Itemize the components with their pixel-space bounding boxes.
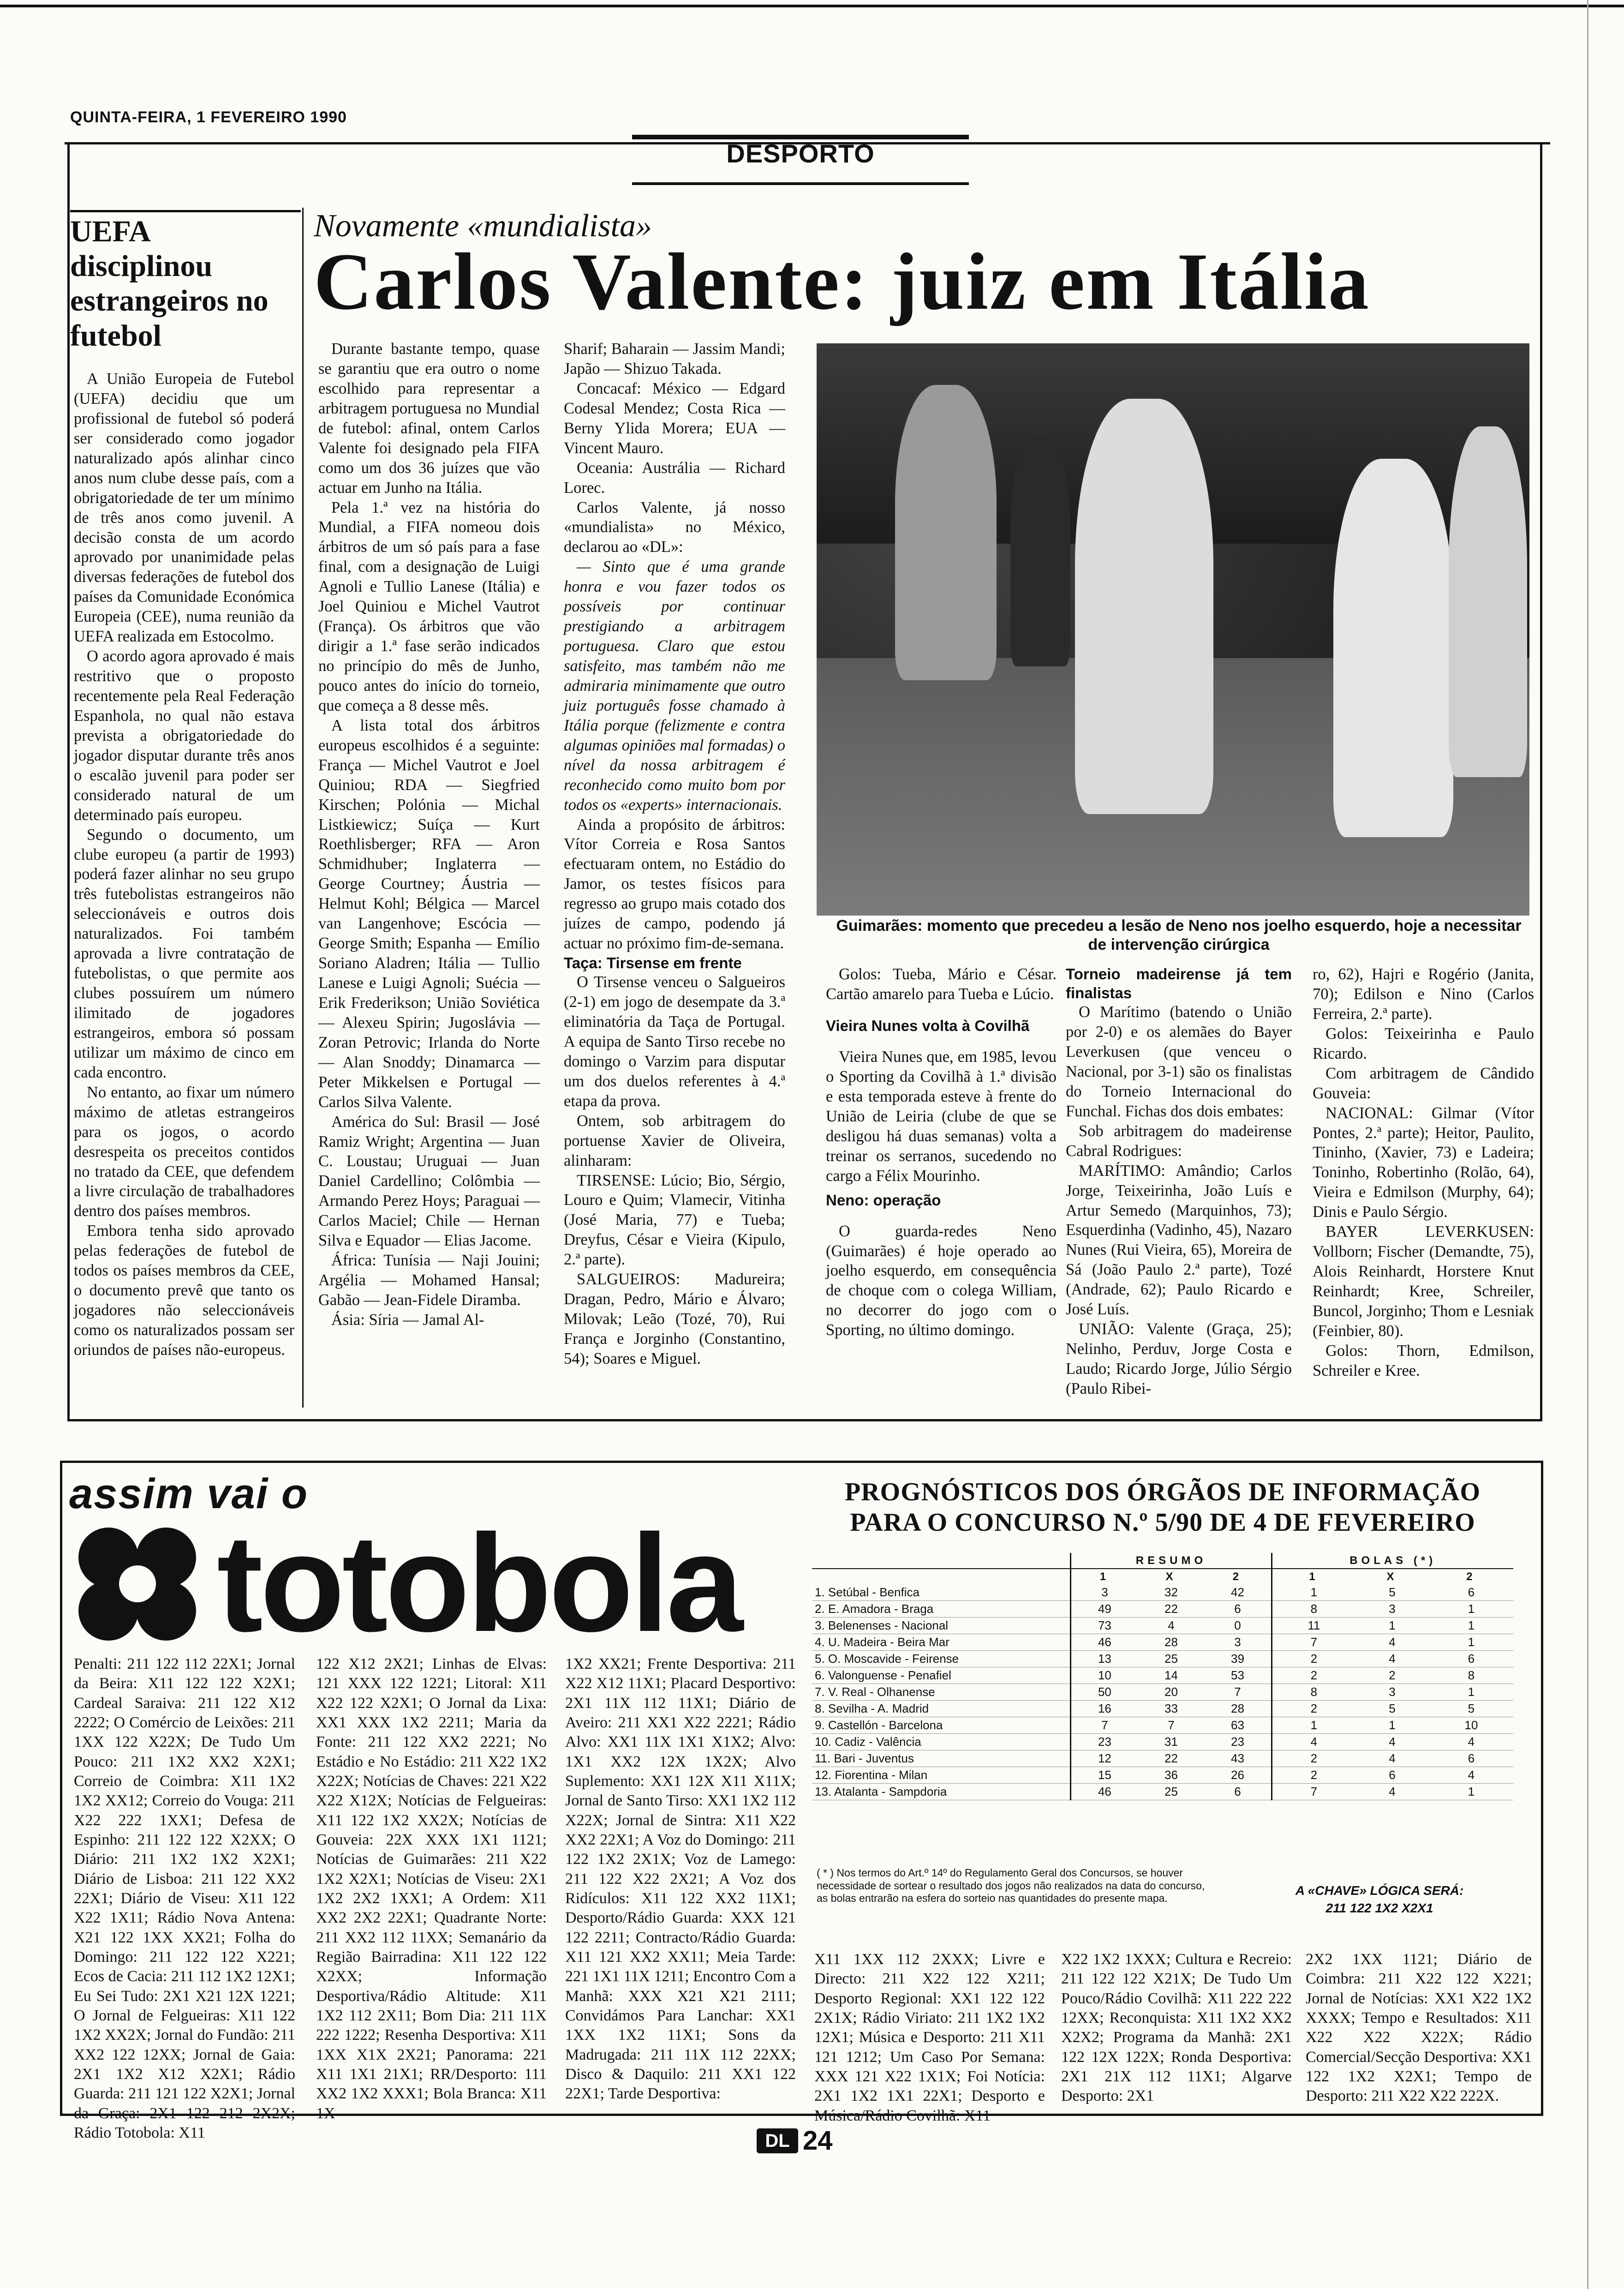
bolas-1-cell: 2 [1272,1701,1355,1717]
bolas-2-cell: 1 [1429,1784,1513,1800]
prognostics-column: X22 1X2 1XXX; Cultura e Recreio: 211 122 122 X21X; De Tudo Um Pouco/Rádio Covilhã: X11 222 222 12XX; Reconquista: X11 1X2 XX2 X2X2; Programa da Manhã: 2X1 122 12X 122X; Ronda Desportiva: 2X1 21X 112 11X1; Algarve Desporto: 2X1 [1061,1951,1292,2105]
resumo-x-cell: 32 [1138,1584,1204,1601]
main-column-2 [564,339,785,1369]
bolas-2-cell: 8 [1429,1667,1513,1684]
bolas-x-cell: 1 [1355,1618,1429,1634]
table-row [812,1784,1513,1800]
subhead-neno: Neno: operação [826,1191,941,1209]
prognostics-column: 2X2 1XX 1121; Diário de Coimbra: 211 X22 122 X221; Jornal de Notícias: XX1 X22 1X2 XXXX; Tempo e Resultados: X11 X22 X22 X22X; Rádio Comercial/Secção Desportiva: XX1 122 1X2 X2X1; Tempo de Desporto: 211 X22 X22 222X. [1306,1951,1532,2105]
team-cell: 2. E. Amadora - Braga [812,1601,1070,1618]
resumo-1-cell: 16 [1070,1701,1138,1717]
table-row [812,1684,1513,1701]
team-cell: 5. O. Moscavide - Feirense [812,1651,1070,1667]
resumo-x-cell: 25 [1138,1784,1204,1800]
main-paragraph: Oceania: Austrália — Richard Lorec. [564,459,785,497]
table-row [812,1717,1513,1734]
table-row [812,1701,1513,1717]
main-paragraph: Concacaf: México — Edgard Codesal Mendez; Costa Rica — Berny Ylida Morera; EUA — Vincent Mauro. [564,379,785,457]
main-paragraph: Vieira Nunes que, em 1985, levou o Sporting da Covilhã à 1.ª divisão e esta temporada esteve à frente do União de Leiria (clube de que se desligou há duas semanas) volta a treinar os serranos, sucedendo no cargo a Félix Mourinho. [826,1048,1057,1185]
quote-paragraph: — Sinto que é uma grande honra e vou fazer todos os possíveis por continuar prestigiando a arbitragem portuguesa. Claro que estou satisfeito, mas também não me admiraria minimamente que outro juiz português fosse chamado à Itália porque (felizmente e contra algumas opiniões mal formadas) o nível da nossa arbitragem é reconhecido como muito bom por todos os «experts» internacionais. [564,558,785,814]
bolas-2-cell: 1 [1429,1601,1513,1618]
side-column-rule [302,208,304,1408]
top-rule [0,5,1624,7]
left-frame [67,142,70,1420]
side-head-rule [70,210,301,212]
bolas-x-cell: 3 [1355,1684,1429,1701]
resumo-1-cell: 7 [1070,1717,1138,1734]
table-corner [812,1569,1070,1584]
bolas-1-cell: 1 [1272,1584,1355,1601]
bolas-1-cell: 8 [1272,1684,1355,1701]
prognostics-column: 122 X12 2X21; Linhas de Elvas: 121 XXX 122 1221; Litoral: X11 X22 122 X2X1; O Jornal da Lixa: XX1 XXX 1X2 2211; Maria da Fonte: 211 122 XX2 2221; No Estádio e No Estádio: 211 X22 1X2 X22X; Notícias de Chaves: 221 X22 X22 X12X; Notícias de Felgueiras: X11 122 1X2 XX2X; Notícias de Gouveia: 22X XXX 1X1 1121; Notícias de Guimarães: 211 X22 1X2 X2X1; Notícias de Viseu: 2X1 1X2 2X2 1XX1; A Ordem: X11 XX2 2X2 22X1; Quadrante Norte: 211 XX2 112 11XX; Semanário da Região Bairradina: X11 122 122 X2XX; Informação Desportiva/Rádio Altitude: X11 1X2 112 2X11; Bom Dia: 211 11X 222 1222; Resenha Desportiva: X11 1XX X1X 2X21; Panorama: 221 X11 1X1 21X1; RR/Desporto: 111 XX2 1X2 XXX1; Bola Branca: X11 1X [316,1655,547,2122]
bolas-1-cell: 1 [1272,1717,1355,1734]
match-photo [817,343,1529,916]
resumo-1-cell: 15 [1070,1767,1138,1784]
resumo-1-cell: 13 [1070,1651,1138,1667]
col-x: X [1165,1570,1177,1583]
dl-logo: DL [757,2128,798,2153]
prognosticos-title-line: PARA O CONCURSO N.º 5/90 DE 4 DE FEVEREIRO [850,1508,1475,1537]
results-body [812,1584,1513,1800]
team-cell: 13. Atalanta - Sampdoria [812,1784,1070,1800]
bolas-2-cell: 6 [1429,1584,1513,1601]
table-row [812,1767,1513,1784]
bolas-header: BOLAS (*) [1272,1553,1513,1569]
main-paragraph: Durante bastante tempo, quase se garantiu que era outro o nome escolhido para representar a arbitragem portuguesa no Mundial de futebol: afinal, ontem Carlos Valente foi designado pela FIFA como um dos 36 juízes que vão actuar em Junho na Itália. [318,340,540,497]
side-story-body [74,369,294,1360]
footnote: ( * ) Nos termos do Art.º 14º do Regulamento Geral dos Concursos, se houver necessidade de sortear o resultado dos jogos não realizados na data do concurso, as bolas entrarão na esfera do sorteio nas quantidades do presente mapa. [817,1867,1205,1905]
col-x: X [1386,1570,1398,1583]
bolas-x-cell: 5 [1355,1701,1429,1717]
resumo-2-cell: 0 [1204,1618,1272,1634]
main-paragraph: O Tirsense venceu o Salgueiros (2-1) em jogo de desempate da 3.ª eliminatória da Taça de Portugal. A equipa de Santo Tirso recebe no domingo o Varzim para disputar um dos duelos referentes à 4.ª etapa da prova. [564,973,785,1110]
resumo-1-cell: 3 [1070,1584,1138,1601]
team-cell: 7. V. Real - Olhanense [812,1684,1070,1701]
main-paragraph: O guarda-redes Neno (Guimarães) é hoje operado ao joelho esquerdo, em consequência de choque com o colega William, no decorrer do jogo com o Sporting, no último domingo. [826,1222,1057,1339]
bolas-x-cell: 3 [1355,1601,1429,1618]
bolas-2-cell: 1 [1429,1634,1513,1651]
bolas-x-cell: 4 [1355,1750,1429,1767]
resumo-x-cell: 36 [1138,1767,1204,1784]
right-frame [1540,142,1542,1420]
main-column-4 [1066,965,1292,1399]
side-paragraph: Embora tenha sido aprovado pelas federações de futebol de todos os países membros da CEE, o documento prevê que tanto os jogadores não seleccionáveis como os naturalizados possam ser oriundos de países não-europeus. [74,1222,294,1359]
prognostics-column: 1X2 XX21; Frente Desportiva: 211 X22 X12 11X1; Placard Desportivo: 2X1 11X 112 11X1; Diário de Aveiro: 211 XX1 X22 2221; Rádio Alvo: XX1 11X 1X1 X1X2; Alvo: 1X1 XX2 12X 1X2X; Alvo Suplemento: XX1 12X X11 X11X; Jornal de Santo Tirso: XX1 1X2 112 X22X; Jornal de Sintra: X11 X22 XX2 22X1; A Voz do Domingo: 211 122 1X2 2X1X; Voz de Lamego: 211 122 X22 2X21; A Voz dos Ridículos: X11 122 XX2 11X1; Desporto/Rádio Guarda: XXX 121 122 2211; Contracto/Rádio Guarda: X11 121 XX2 XX11; Meia Tarde: 221 1X1 11X 1211; Encontro Com a Manhã: XXX X21 X21 2111; Convidámos Para Lanchar: XX1 1XX 1X2 11X1; Sons da Madrugada: 211 11X 112 22XX; Disco & Daquilo: 211 XX1 122 22X1; Tarde Desportiva: [565,1655,796,2103]
subhead-torneio: Torneio madeirense já tem finalistas [1066,965,1292,1002]
bolas-1-cell: 2 [1272,1767,1355,1784]
bolas-x-cell: 2 [1355,1667,1429,1684]
main-paragraph: Ontem, sob arbitragem do portuense Xavier de Oliveira, alinharam: [564,1112,785,1169]
chave-logica [1246,1882,1513,1917]
bolas-1-cell: 8 [1272,1601,1355,1618]
bolas-x-cell: 4 [1355,1651,1429,1667]
resumo-2-cell: 3 [1204,1634,1272,1651]
table-corner [812,1553,1070,1569]
resumo-x-cell: 28 [1138,1634,1204,1651]
team-cell: 11. Bari - Juventus [812,1750,1070,1767]
col-2: 2 [1232,1570,1243,1583]
bolas-x-cell: 6 [1355,1767,1429,1784]
photo-caption: Guimarães: momento que precedeu a lesão de Neno nos joelho esquerdo, hoje a necessitar de intervenção cirúrgica [836,917,1522,953]
page-number: 24 [803,2126,833,2156]
bolas-x-cell: 4 [1355,1784,1429,1800]
prognosticos-title-line: PROGNÓSTICOS DOS ÓRGÃOS DE INFORMAÇÃO [844,1478,1481,1506]
table-row [812,1634,1513,1651]
main-paragraph: Sob arbitragem do madeirense Cabral Rodrigues: [1066,1122,1292,1160]
resumo-2-cell: 26 [1204,1767,1272,1784]
main-paragraph: TIRSENSE: Lúcio; Bio, Sérgio, Louro e Quim; Vlamecir, Vitinha (José Maria, 77) e Tueba; Dreyfus, César e Vieira (Kipulo, 2.ª parte). [564,1171,785,1269]
bolas-2-cell: 6 [1429,1651,1513,1667]
bolas-2-cell: 10 [1429,1717,1513,1734]
bolas-2-cell: 1 [1429,1618,1513,1634]
main-column-3 [826,965,1057,1340]
bolas-1-cell: 7 [1272,1784,1355,1800]
prognosticos-title [803,1477,1522,1538]
main-paragraph: BAYER LEVERKUSEN: Vollborn; Fischer (Demandte, 75), Alois Reinhardt, Horstere Knut Reinhardt; Kree, Schreiler, Buncol, Jorginho; Thom e Lesniak (Feinbier, 80). [1313,1223,1534,1340]
main-paragraph: NACIONAL: Gilmar (Vítor Pontes, 2.ª parte); Heitor, Paulito, Tininho, (Xavier, 73) e Ladeira; Toninho, Robertinho (Rolão, 64), Vieira e Edmilson (Murphy, 64); Dinis e Paulo Sérgio. [1313,1104,1534,1221]
bottom-frame [67,1419,1542,1421]
main-column-5 [1313,965,1534,1381]
section-title: DESPORTO [726,139,875,168]
bolas-1-cell: 11 [1272,1618,1355,1634]
table-row [812,1651,1513,1667]
table-row [812,1750,1513,1767]
table-row [812,1601,1513,1618]
main-paragraph: Com arbitragem de Cândido Gouveia: [1313,1064,1534,1102]
resumo-x-cell: 25 [1138,1651,1204,1667]
main-paragraph: Ásia: Síria — Jamal Al- [331,1311,484,1329]
bolas-2-cell: 4 [1429,1734,1513,1750]
resumo-x-cell: 22 [1138,1750,1204,1767]
resumo-x-cell: 14 [1138,1667,1204,1684]
bolas-1-cell: 2 [1272,1651,1355,1667]
totobola-logo: totobola [217,1505,741,1660]
resumo-2-cell: 28 [1204,1701,1272,1717]
col-1: 1 [1272,1569,1355,1584]
main-paragraph: O Marítimo (batendo o União por 2-0) e os alemães do Bayer Leverkusen (que venceu o Nacional, por 3-1) são os finalistas do Torneio Internacional do Funchal. Fichas dos dois embates: [1066,1003,1292,1120]
team-cell: 1. Setúbal - Benfica [812,1584,1070,1601]
team-cell: 9. Castellón - Barcelona [812,1717,1070,1734]
bolas-x-cell: 4 [1355,1734,1429,1750]
bolas-x-cell: 4 [1355,1634,1429,1651]
main-paragraph: Sharif; Baharain — Jassim Mandi; Japão — Shizuo Takada. [564,340,785,378]
side-paragraph: No entanto, ao fixar um número máximo de atletas estrangeiros para os jogos, o acordo desrespeita os preceitos contidos no tratado da CEE, que defendem a livre circulação de trabalhadores dentro dos países membros. [74,1083,294,1220]
totobola-kicker: assim vai o [69,1470,309,1517]
resumo-2-cell: 39 [1204,1651,1272,1667]
dateline: QUINTA-FEIRA, 1 FEVEREIRO 1990 [70,108,347,126]
chave-label: A «CHAVE» LÓGICA SERÁ: [1295,1883,1464,1898]
bolas-2-cell: 1 [1429,1684,1513,1701]
main-paragraph: Carlos Valente, já nosso «mundialista» no México, declarou ao «DL»: [564,498,785,556]
resumo-x-cell: 22 [1138,1601,1204,1618]
scan-edge [1587,0,1588,2289]
bolas-x-cell: 1 [1355,1717,1429,1734]
bolas-2-cell: 6 [1429,1750,1513,1767]
resumo-1-cell: 49 [1070,1601,1138,1618]
side-paragraph: O acordo agora aprovado é mais restritivo que o proposto recentemente pela Real Federação Espanhola, no qual não estava prevista a obrigatoriedade do jogador disputar durante três anos o escalão juvenil para poder ser considerado natural de um determinado país europeu. [74,647,294,824]
main-column-1 [318,339,540,1330]
section-underline [632,182,969,185]
resumo-1-cell: 10 [1070,1667,1138,1684]
bolas-2-cell: 4 [1429,1767,1513,1784]
col-1: 1 [1070,1569,1138,1584]
main-paragraph: ro, 62), Hajri e Rogério (Janita, 70); Edilson e Nino (Carlos Ferreira, 2.ª parte). [1313,965,1534,1023]
resumo-1-cell: 12 [1070,1750,1138,1767]
main-paragraph: A lista total dos árbitros europeus escolhidos é a seguinte: França — Michel Vautrot e Joel Quiniou; RDA — Siegfried Kirschen; Polónia — Michal Listkiewicz; Suíça — Kurt Roethlisberger; RFA — Aron Schmidhuber; Inglaterra — George Courtney; Áustria — Helmut Kohl; Bélgica — Marcel van Langenhove; Escócia — George Smith; Espanha — Emílio Soriano Aladren; Itália — Tullio Lanese e Luigi Agnoli; Suécia — Erik Frederikson; União Soviética — Alexeu Spirin; Jugoslávia — Zoran Petrovic; Irlanda do Norte — Alan Snoddy; Dinamarca — Peter Mikkelsen e Portugal — Carlos Silva Valente. [318,716,540,1111]
resumo-x-cell: 31 [1138,1734,1204,1750]
results-table [812,1553,1513,1800]
main-paragraph: UNIÃO: Valente (Graça, 25); Nelinho, Perduv, Jorge Costa e Laudo; Ricardo Jorge, Júlio Sérgio (Paulo Ribei- [1066,1320,1292,1397]
bolas-1-cell: 2 [1272,1667,1355,1684]
subhead-tirsense: Taça: Tirsense em frente [564,954,742,972]
bolas-1-cell: 2 [1272,1750,1355,1767]
resumo-2-cell: 6 [1204,1601,1272,1618]
bolas-2-cell: 5 [1429,1701,1513,1717]
resumo-1-cell: 50 [1070,1684,1138,1701]
bolas-x-cell: 5 [1355,1584,1429,1601]
table-row [812,1584,1513,1601]
resumo-x-cell: 20 [1138,1684,1204,1701]
team-cell: 6. Valonguense - Penafiel [812,1667,1070,1684]
resumo-1-cell: 73 [1070,1618,1138,1634]
resumo-x-cell: 7 [1138,1717,1204,1734]
prognostics-column: X11 1XX 112 2XXX; Livre e Directo: 211 X22 122 X211; Desporto Regional: XX1 122 122 2X1X; Rádio Viriato: 211 1X2 1X2 12X1; Música e Desporto: 211 X11 121 1212; Um Caso Por Semana: XXX 121 X22 1X1X; Foi Notícia: 2X1 1X2 1X1 22X1; Desporto e Música/Rádio Covilhã: X11 [814,1951,1045,2124]
player-figure [1010,436,1070,666]
side-paragraph: Segundo o documento, um clube europeu (a partir de 1993) poderá fazer alinhar no seu grupo três futebolistas estrangeiros não seleccionáveis e outros dois naturalizados. Foi também aprovada a livre contratação de futebolistas, o que permite aos clubes possuírem um número ilimitado de jogadores estrangeiros, embora só possam utilizar um máximo de cinco em cada encontro. [74,826,294,1081]
main-paragraph: Golos: Thorn, Edmilson, Schreiler e Kree. [1313,1342,1534,1379]
player-figure [1075,399,1213,814]
main-paragraph: Pela 1.ª vez na história do Mundial, a FIFA nomeou dois árbitros de um só país para a fase final, com a designação de Luigi Agnoli e Tullio Lanese (Itália) e Joel Quiniou e Michel Vautrot (França). Os árbitros que vão dirigir a 1.ª fase serão indicados no princípio do mês de Junho, pouco antes do início do torneio, que começa a 8 desse mês. [318,498,540,714]
prognostics-column: Penalti: 211 122 112 22X1; Jornal da Beira: X11 122 122 X2X1; Cardeal Saraiva: 211 122 X12 2222; O Comércio de Leixões: 211 1XX 122 X22X; De Tudo Um Pouco: 211 1X2 XX2 X2X1; Correio de Coimbra: X11 1X2 1X2 XX12; Correio do Vouga: 211 X22 222 1XX1; Defesa de Espinho: 211 122 122 X2XX; O Diário: 211 1X2 1X2 X2X1; Diário de Lisboa: 211 122 XX2 22X1; Diário de Viseu: X11 122 X22 1X11; Rádio Nova Antena: X21 122 1XX XX21; Folha do Domingo: 211 122 122 X221; Ecos de Cacia: 211 112 1X2 12X1; Eu Sei Tudo: 2X1 X21 12X 1221; O Jornal de Felgueiras: X11 122 1X2 XX2X; Jornal do Fundão: 211 XX2 122 12XX; Jornal de Gaia: 2X1 1X2 X12 X2X1; Rádio Guarda: 211 121 122 X2X1; Jornal da Graça: 2X1 122 212 2X2X; Rádio Totobola: X11 [74,1655,295,2141]
resumo-1-cell: 23 [1070,1734,1138,1750]
main-paragraph: Golos: Teixeirinha e Paulo Ricardo. [1313,1025,1534,1062]
player-figure [895,385,997,680]
table-row [812,1667,1513,1684]
resumo-x-cell: 4 [1138,1618,1204,1634]
bolas-1-cell: 4 [1272,1734,1355,1750]
player-figure [1333,459,1453,837]
main-paragraph: Ainda a propósito de árbitros: Vítor Correia e Rosa Santos efectuaram ontem, no Estádio do Jamor, os testes físicos para regresso ao grupo mais cotado dos juízes de campo, podendo já actuar no próximo fim-de-semana. [564,815,785,953]
team-cell: 4. U. Madeira - Beira Mar [812,1634,1070,1651]
player-figure [1449,426,1527,777]
resumo-header: RESUMO [1070,1553,1272,1569]
kicker: Novamente «mundialista» [314,208,652,244]
resumo-2-cell: 6 [1204,1784,1272,1800]
resumo-2-cell: 7 [1204,1684,1272,1701]
table-row [812,1618,1513,1634]
team-cell: 3. Belenenses - Nacional [812,1618,1070,1634]
col-2: 2 [1466,1570,1476,1583]
totobola-ball-icon [69,1523,208,1643]
main-paragraph: América do Sul: Brasil — José Ramiz Wright; Argentina — Juan C. Loustau; Uruguai — Juan Daniel Cardellino; Colômbia — Armando Perez Hoys; Paraguai — Carlos Maciel; Chile — Hernan Silva e Equador — Elias Jacome. [318,1113,540,1250]
main-paragraph: SALGUEIROS: Madureira; Dragan, Pedro, Mário e Álvaro; Milovak; Leão (Tozé, 70), Rui França e Jorginho (Constantino, 54); Soares e Miguel. [564,1270,785,1367]
resumo-2-cell: 53 [1204,1667,1272,1684]
main-headline: Carlos Valente: juiz em Itália [314,237,1370,327]
team-cell: 12. Fiorentina - Milan [812,1767,1070,1784]
resumo-1-cell: 46 [1070,1634,1138,1651]
bolas-1-cell: 7 [1272,1634,1355,1651]
resumo-2-cell: 43 [1204,1750,1272,1767]
main-paragraph: Golos: Tueba, Mário e César. Cartão amarelo para Tueba e Lúcio. [826,965,1057,1003]
main-paragraph: MARÍTIMO: Amândio; Carlos Jorge, Teixeirinha, João Luís e Artur Semedo (Marquinhos, 73); Esquerdinha (Vadinho, 45), Nazaro Nunes (Rui Vieira, 65), Moreira de Sá (João Paulo 2.ª parte), Tozé (Andrade, 62); Paulo Ricardo e José Luís. [1066,1162,1292,1318]
main-paragraph: África: Tunísia — Naji Jouini; Argélia — Mohamed Hansal; Gabão — Jean-Fidele Diramba. [318,1252,540,1309]
side-paragraph: A União Europeia de Futebol (UEFA) decidiu que um profissional de futebol só poderá ser considerado como jogador naturalizado após alinhar cinco anos num clube desse país, com a obrigatoriedade de ter um mínimo de três anos como juvenil. A decisão consta de um acordo aprovado por unanimidade pelas diversas federações de futebol dos países da Comunidade Económica Europeia (CEE), numa reunião da UEFA realizada em Estocolmo. [74,370,294,646]
resumo-2-cell: 63 [1204,1717,1272,1734]
subhead-vieira: Vieira Nunes volta à Covilhã [826,1017,1030,1034]
team-cell: 10. Cadiz - Valência [812,1734,1070,1750]
chave-value: 211 122 1X2 X2X1 [1325,1900,1433,1915]
resumo-2-cell: 23 [1204,1734,1272,1750]
resumo-2-cell: 42 [1204,1584,1272,1601]
table-row [812,1734,1513,1750]
side-story-headline: UEFA disciplinou estrangeiros no futebol [70,215,269,353]
resumo-x-cell: 33 [1138,1701,1204,1717]
team-cell: 8. Sevilha - A. Madrid [812,1701,1070,1717]
resumo-1-cell: 46 [1070,1784,1138,1800]
